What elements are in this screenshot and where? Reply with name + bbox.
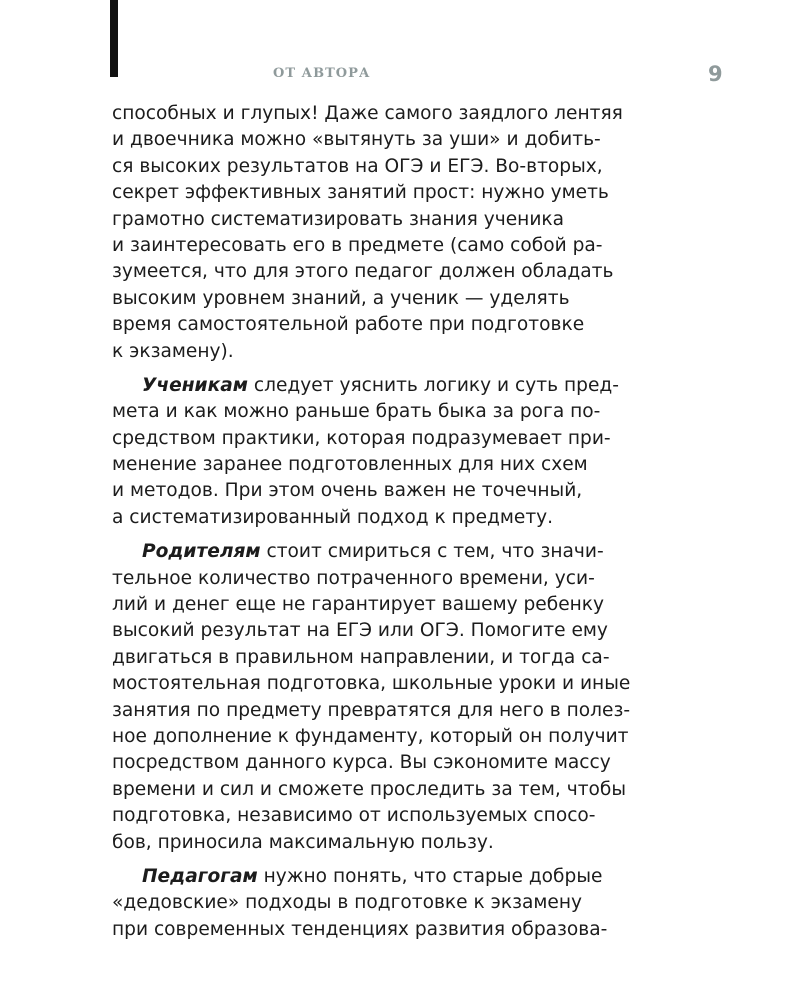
text-line: подготовка, независимо от используемых спосо- [112, 805, 596, 827]
text-line: грамотно систематизировать знания ученика [112, 208, 565, 230]
text-line: средством практики, которая подразумевает при- [112, 427, 611, 449]
text-line: времени и сил и сможете проследить за тем, чтобы [112, 778, 627, 800]
text-line-rest: нужно понять, что старые добрые [257, 865, 603, 887]
text-line: к экзамену). [112, 340, 234, 362]
paragraph-students [112, 373, 682, 531]
text-line-rest: стоит смириться с тем, что значи- [260, 541, 604, 563]
text-line: способных и глупых! Даже самого заядлого лентяя [112, 103, 623, 124]
text-line: высокий результат на ЕГЭ или ОГЭ. Помогите ему [112, 620, 608, 642]
text-line: и заинтересовать его в предмете (само собой ра- [112, 234, 603, 256]
paragraph-lead-students: Ученикам [142, 374, 248, 396]
text-line: при современных тенденциях развития образова- [112, 918, 608, 940]
text-line: ся высоких результатов на ОГЭ и ЕГЭ. Во-вторых, [112, 155, 603, 177]
text-line: и двоечника можно «вытянуть за уши» и добить- [112, 129, 601, 151]
text-line: секрет эффективных занятий прост: нужно уметь [112, 182, 609, 204]
text-line: и методов. При этом очень важен не точечный, [112, 480, 583, 502]
text-line: мета и как можно раньше брать быка за рога по- [112, 401, 601, 423]
body-text [112, 101, 682, 943]
paragraph-lead-parents: Родителям [142, 541, 261, 563]
text-line: двигаться в правильном направлении, и тогда са- [112, 646, 610, 668]
text-line: время самостоятельной работе при подготовке [112, 314, 585, 336]
text-line [112, 373, 682, 399]
text-line: зумеется, что для этого педагог должен обладать [112, 261, 614, 283]
text-line [112, 864, 682, 890]
text-line [112, 539, 682, 565]
text-line-rest: следует уяснить логику и суть пред- [247, 374, 619, 396]
text-line: посредством данного курса. Вы сэкономите массу [112, 752, 611, 774]
margin-bar [110, 0, 118, 77]
text-line: ное дополнение к фундаменту, который он получит [112, 725, 629, 747]
page-number: 9 [708, 62, 723, 86]
text-line: мостоятельная подготовка, школьные уроки и иные [112, 673, 631, 695]
text-line: бов, приносила максимальную пользу. [112, 831, 494, 853]
paragraph-lead-teachers: Педагогам [142, 865, 258, 887]
paragraph-parents [112, 539, 682, 856]
paragraph-teachers [112, 864, 682, 943]
text-line: высоким уровнем знаний, а ученик — уделять [112, 287, 570, 309]
running-title: ОТ АВТОРА [273, 66, 371, 81]
paragraph-intro-continuation [112, 101, 682, 365]
text-line: лий и денег еще не гарантирует вашему ребенку [112, 594, 605, 616]
text-line: а систематизированный подход к предмету. [112, 506, 554, 528]
text-line: занятия по предмету превратятся для него в полез- [112, 699, 631, 721]
text-line: менение заранее подготовленных для них схем [112, 454, 588, 476]
text-line: тельное количество потраченного времени, уси- [112, 567, 595, 589]
text-line: «дедовские» подходы в подготовке к экзамену [112, 892, 582, 914]
